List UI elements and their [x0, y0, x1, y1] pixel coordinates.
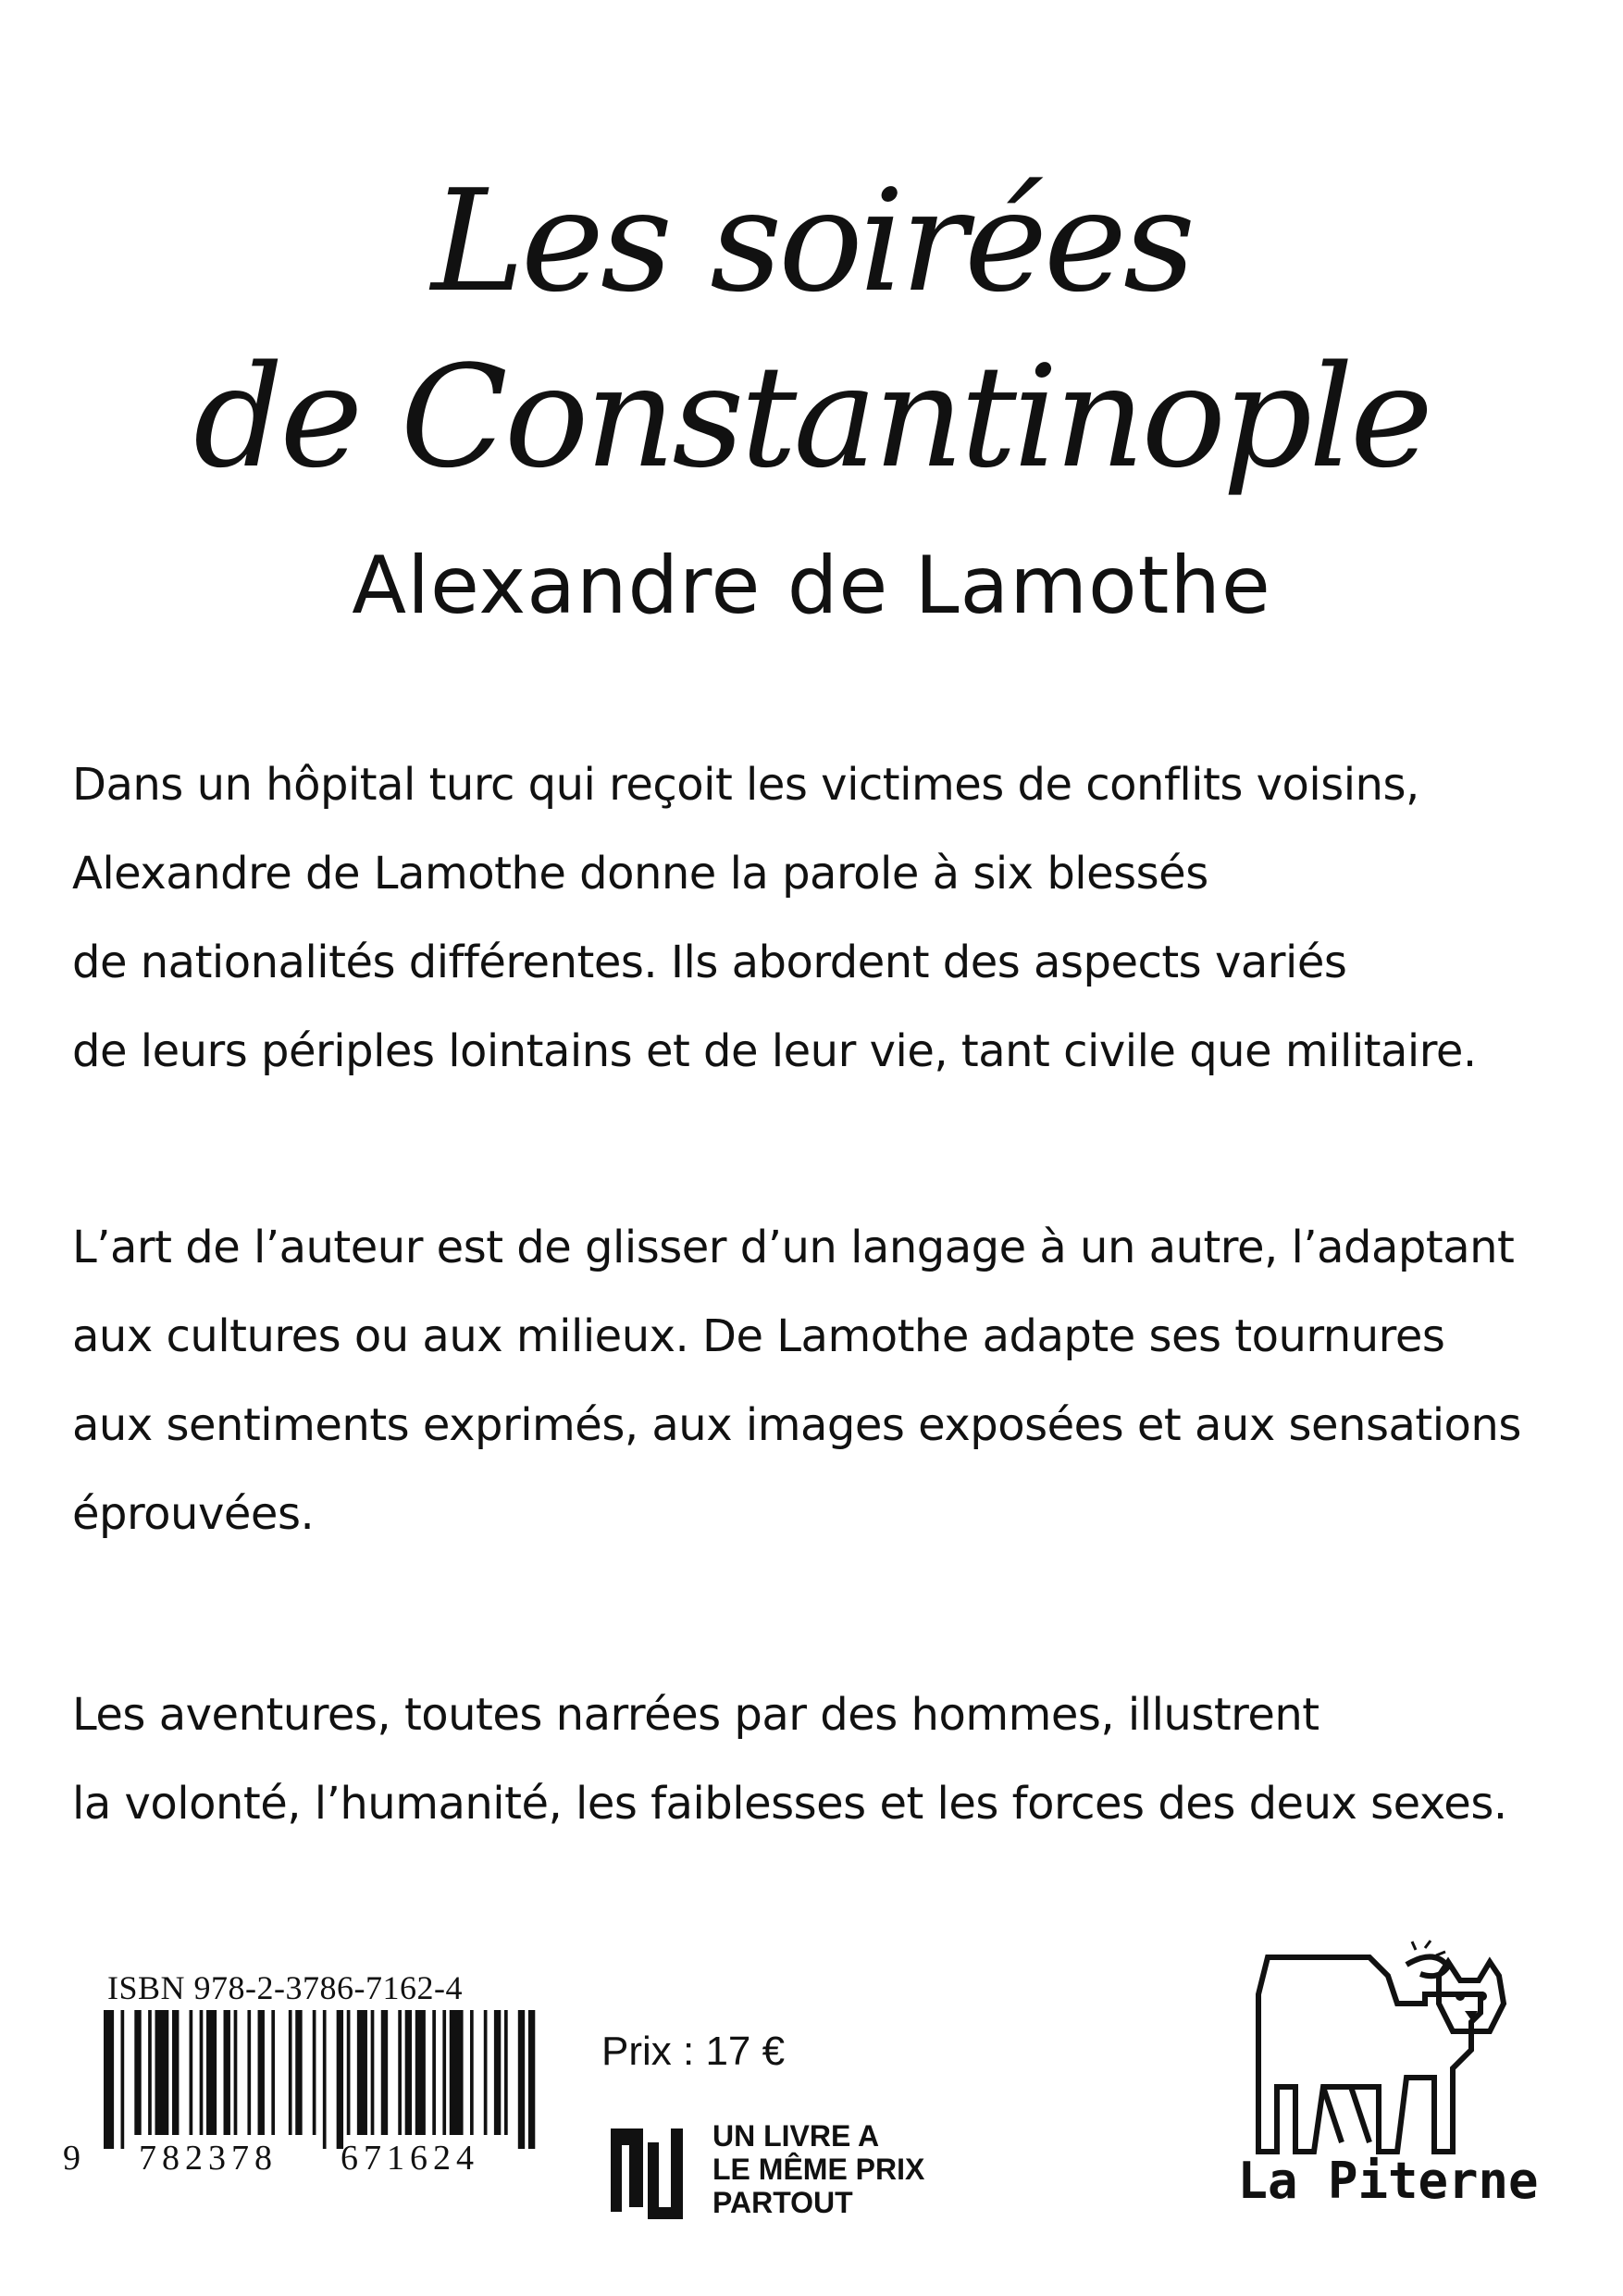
barcode-bars	[104, 2010, 539, 2149]
barcode-bar	[313, 2010, 316, 2135]
blurb-line: Les aventures, toutes narrées par des hommes, illustrent	[72, 1689, 1319, 1741]
ean-digits-right: 671624	[341, 2139, 479, 2178]
blurb-line: aux cultures ou aux milieux. De Lamothe adapte ses tournures	[72, 1310, 1445, 1362]
barcode-bar	[398, 2010, 402, 2135]
barcode-bar	[295, 2010, 302, 2135]
blurb-line: la volonté, l’humanité, les faiblesses et les forces des deux sexes.	[72, 1778, 1507, 1830]
blurb-line: de leurs périples lointains et de leur vie, tant civile que militaire.	[72, 1025, 1477, 1077]
prix-unique-text	[712, 2119, 924, 2219]
barcode-bar	[134, 2010, 141, 2135]
blurb-paragraph-3	[72, 1670, 1590, 1848]
blurb-line: Dans un hôpital turc qui reçoit les victimes de conflits voisins,	[72, 759, 1419, 811]
barcode-bar	[323, 2010, 327, 2149]
barcode-bar	[148, 2010, 152, 2135]
barcode-bar	[289, 2010, 292, 2135]
blurb-paragraph-2	[72, 1203, 1590, 1558]
barcode-bar	[190, 2010, 193, 2135]
barcode-bar	[405, 2010, 412, 2135]
barcode-bar	[432, 2010, 436, 2135]
barcode-bar	[271, 2010, 275, 2135]
barcode-bar	[504, 2010, 508, 2135]
barcode-bar	[518, 2010, 525, 2149]
ean-digits-left: 782378	[139, 2139, 278, 2178]
barcode-bar	[357, 2010, 367, 2135]
barcode-bar	[528, 2010, 535, 2149]
barcode-bar	[172, 2010, 179, 2135]
barcode-bar	[206, 2010, 217, 2135]
publisher-logo-icon	[1240, 1939, 1536, 2170]
blurb-line: Alexandre de Lamothe donne la parole à six blessés	[72, 848, 1208, 900]
barcode-bar	[155, 2010, 169, 2135]
barcode-bar	[470, 2010, 474, 2135]
barcode-bar	[415, 2010, 426, 2135]
barcode-bar	[494, 2010, 501, 2135]
publisher-name: La Piterne	[1237, 2152, 1539, 2210]
blurb-line: L’art de l’auteur est de glisser d’un langage à un autre, l’adaptant	[72, 1222, 1515, 1273]
prix-unique-line: LE MÊME PRIX	[712, 2153, 925, 2186]
book-title-line1: Les soirées	[431, 159, 1192, 323]
barcode-bar	[450, 2010, 464, 2135]
barcode-bar	[200, 2010, 204, 2135]
barcode-bar	[224, 2010, 230, 2135]
barcode-bar	[247, 2010, 251, 2135]
book-author: Alexandre de Lamothe	[352, 540, 1271, 632]
blurb-line: aux sentiments exprimés, aux images exposées et aux sensations	[72, 1399, 1521, 1451]
isbn-barcode	[63, 1971, 544, 2184]
prix-unique-line: PARTOUT	[712, 2186, 853, 2219]
barcode-bar	[371, 2010, 375, 2135]
barcode-bar	[337, 2010, 343, 2149]
book-title-line2: de Constantinople	[193, 335, 1430, 499]
blurb-line: de nationalités différentes. Ils abordent des aspects variés	[72, 937, 1347, 988]
ean-first-digit: 9	[63, 2139, 81, 2178]
prix-unique-line: UN LIVRE A	[712, 2119, 880, 2153]
isbn-label: ISBN 978-2-3786-7162-4	[107, 1969, 463, 2006]
barcode-bar	[484, 2010, 488, 2135]
blurb-line: éprouvées.	[72, 1488, 315, 1540]
prix-unique-logo-icon	[601, 2119, 685, 2221]
barcode-bar	[442, 2010, 446, 2135]
barcode-bar	[347, 2010, 351, 2135]
blurb-paragraph-1	[72, 740, 1590, 1096]
barcode-bar	[234, 2010, 238, 2135]
barcode-bar	[258, 2010, 265, 2135]
barcode-bar	[104, 2010, 114, 2149]
price-label: Prix : 17 €	[601, 2029, 786, 2074]
barcode-bar	[381, 2010, 388, 2135]
barcode-bar	[121, 2010, 125, 2149]
